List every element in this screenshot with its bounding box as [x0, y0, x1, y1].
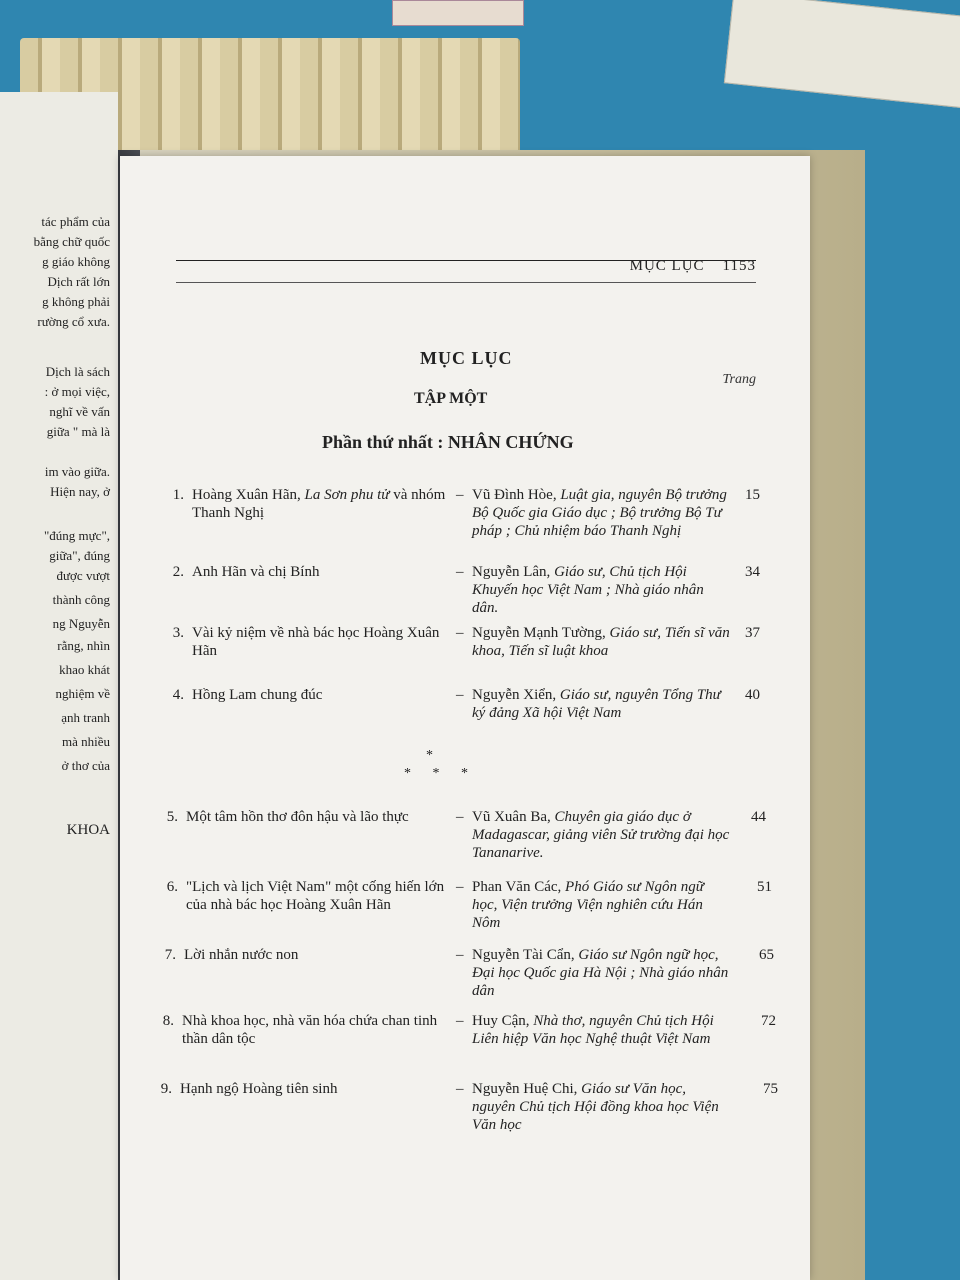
entry-number: 6.: [166, 879, 178, 895]
entry-dash: –: [456, 487, 464, 503]
entry-title: Vài kỷ niệm về nhà bác học Hoàng Xuân Hãn: [192, 625, 440, 659]
entry-author: [472, 878, 732, 932]
entry-title: "Lịch và lịch Việt Nam" một cống hiến lớn của nhà bác học Hoàng Xuân Hãn: [186, 879, 445, 913]
left-page-line: được vượt: [56, 568, 110, 583]
left-page-line: ng Nguyễn: [52, 616, 110, 631]
entry-number: 4.: [172, 687, 184, 703]
entry-page: 65: [759, 947, 774, 963]
left-page-line: tác phẩm của: [41, 214, 110, 229]
left-page-line: giữa", đúng: [49, 548, 110, 563]
author-description: Giáo sư, Tiến sĩ văn khoa, Tiến sĩ luật khoa: [472, 625, 730, 659]
entry-page: 37: [745, 625, 760, 641]
entry-page: 72: [761, 1013, 776, 1029]
entry-dash: –: [456, 564, 464, 580]
author-name: Vũ Đình Hòe,: [472, 487, 557, 503]
entry-number: 7.: [164, 947, 176, 963]
author-description: Giáo sư Ngôn ngữ học, Đại học Quốc gia Hà Nội ; Nhà giáo nhân dân: [472, 947, 729, 999]
left-page-line: : ở mọi việc,: [44, 384, 110, 399]
entry-author: [472, 946, 732, 1000]
volume-heading: TẬP MỘT: [414, 390, 488, 407]
left-page-line: im vào giữa.: [44, 464, 110, 479]
entry-title: Hạnh ngộ Hoàng tiên sinh: [180, 1081, 338, 1097]
background-paper: [724, 0, 960, 108]
left-page-line: khao khát: [59, 662, 110, 677]
entry-title-text: Hoàng Xuân Hãn,: [192, 487, 305, 503]
left-page-line: KHOA: [66, 822, 110, 838]
left-page-line: g giáo không: [42, 254, 110, 269]
entry-page: 15: [745, 487, 760, 503]
left-page-line: nghĩ về vấn: [49, 404, 110, 419]
author-description: Giáo sư Văn học, nguyên Chủ tịch Hội đồng khoa học Viện Văn học: [472, 1081, 719, 1133]
entry-title: Lời nhắn nước non: [184, 947, 299, 963]
author-name: Vũ Xuân Ba,: [472, 809, 551, 825]
left-page-line: mà nhiều: [61, 734, 110, 749]
left-page-line: bằng chữ quốc: [33, 234, 110, 249]
toc-page: [120, 156, 810, 1280]
entry-dash: –: [456, 1081, 464, 1097]
part-heading: Phần thứ nhất : NHÂN CHỨNG: [322, 432, 574, 452]
left-page-line: thành công: [52, 592, 110, 607]
author-description: Luật gia, nguyên Bộ trưởng Bộ Quốc gia Giáo dục ; Bộ trưởng Bộ Tư pháp ; Chủ nhiệm báo Thanh Nghị: [472, 487, 727, 539]
entry-title: Nhà khoa học, nhà văn hóa chứa chan tinh thần dân tộc: [182, 1013, 438, 1047]
entry-dash: –: [456, 625, 464, 641]
page-title: MỤC LỤC: [420, 348, 513, 368]
entry-title-italic: La Sơn phu tử: [304, 487, 390, 503]
entry-page: 51: [757, 879, 772, 895]
entry-dash: –: [456, 1013, 464, 1029]
author-name: Nguyễn Huệ Chi,: [472, 1081, 578, 1097]
page-number: 1153: [722, 258, 756, 274]
entry-number: 9.: [160, 1081, 172, 1097]
author-name: Nguyễn Tài Cẩn,: [472, 947, 575, 963]
author-name: Huy Cận,: [472, 1013, 530, 1029]
author-description: Giáo sư, Chủ tịch Hội Khuyến học Việt Nam ; Nhà giáo nhân dân.: [472, 564, 704, 616]
left-page-line: giữa " mà là: [46, 424, 110, 439]
entry-number: 2.: [172, 564, 184, 580]
entry-author: [472, 624, 732, 660]
left-page-line: Hiện nay, ở: [50, 484, 110, 499]
author-description: Nhà thơ, nguyên Chủ tịch Hội Liên hiệp Văn học Nghệ thuật Việt Nam: [472, 1013, 714, 1047]
left-page: [0, 92, 118, 1280]
entry-number: 8.: [162, 1013, 174, 1029]
entry-title: Anh Hãn và chị Bính: [192, 564, 320, 580]
author-name: Nguyễn Mạnh Tường,: [472, 625, 606, 641]
left-page-line: Dịch rất lớn: [47, 274, 110, 289]
header-rule-bottom: [176, 282, 756, 283]
entry-title: Một tâm hồn thơ đôn hậu và lão thực: [186, 809, 409, 825]
entry-dash: –: [456, 687, 464, 703]
entry-page: 44: [751, 809, 766, 825]
author-name: Nguyễn Xiển,: [472, 687, 557, 703]
entry-author: [472, 808, 732, 862]
left-page-line: nghiệm về: [55, 686, 110, 701]
entry-author: [472, 1012, 732, 1048]
entry-dash: –: [456, 947, 464, 963]
running-header-title: MỤC LỤC: [629, 258, 705, 274]
entry-author: [472, 1080, 732, 1134]
entry-number: 3.: [172, 625, 184, 641]
author-name: Nguyễn Lân,: [472, 564, 551, 580]
entry-author: [472, 563, 732, 617]
entry-title: Hồng Lam chung đúc: [192, 687, 323, 703]
left-page-line: rằng, nhìn: [57, 638, 110, 653]
entry-author: [472, 686, 732, 722]
author-description: Chuyên gia giáo dục ở Madagascar, giảng viên Sử trường đại học Tananarive.: [472, 809, 730, 861]
background-card: [392, 0, 524, 26]
left-page-line: rường cổ xưa.: [37, 314, 110, 329]
left-page-line: ở thơ của: [61, 758, 110, 773]
author-description: Phó Giáo sư Ngôn ngữ học, Viện trưởng Viện nghiên cứu Hán Nôm: [472, 879, 704, 931]
left-page-line: Dịch là sách: [45, 364, 110, 379]
entry-title-rest: và nhóm Thanh Nghị: [192, 487, 446, 521]
entry-number: 5.: [166, 809, 178, 825]
entry-title: [192, 486, 454, 522]
entry-page: 40: [745, 687, 760, 703]
page-column-label: Trang: [722, 372, 756, 387]
left-page-line: ạnh tranh: [61, 710, 110, 725]
entry-author: [472, 486, 732, 540]
author-name: Phan Văn Các,: [472, 879, 562, 895]
entry-page: 34: [745, 564, 760, 580]
entry-number: 1.: [172, 487, 184, 503]
entry-page: 75: [763, 1081, 778, 1097]
running-header: [612, 258, 756, 275]
separator-star: *: [426, 748, 433, 763]
separator: * * *: [404, 766, 468, 781]
left-page-line: "đúng mực",: [43, 528, 110, 543]
left-page-line: g không phải: [42, 294, 110, 309]
entry-dash: –: [456, 809, 464, 825]
entry-dash: –: [456, 879, 464, 895]
author-description: Giáo sư, nguyên Tổng Thư ký đảng Xã hội Việt Nam: [472, 687, 721, 721]
